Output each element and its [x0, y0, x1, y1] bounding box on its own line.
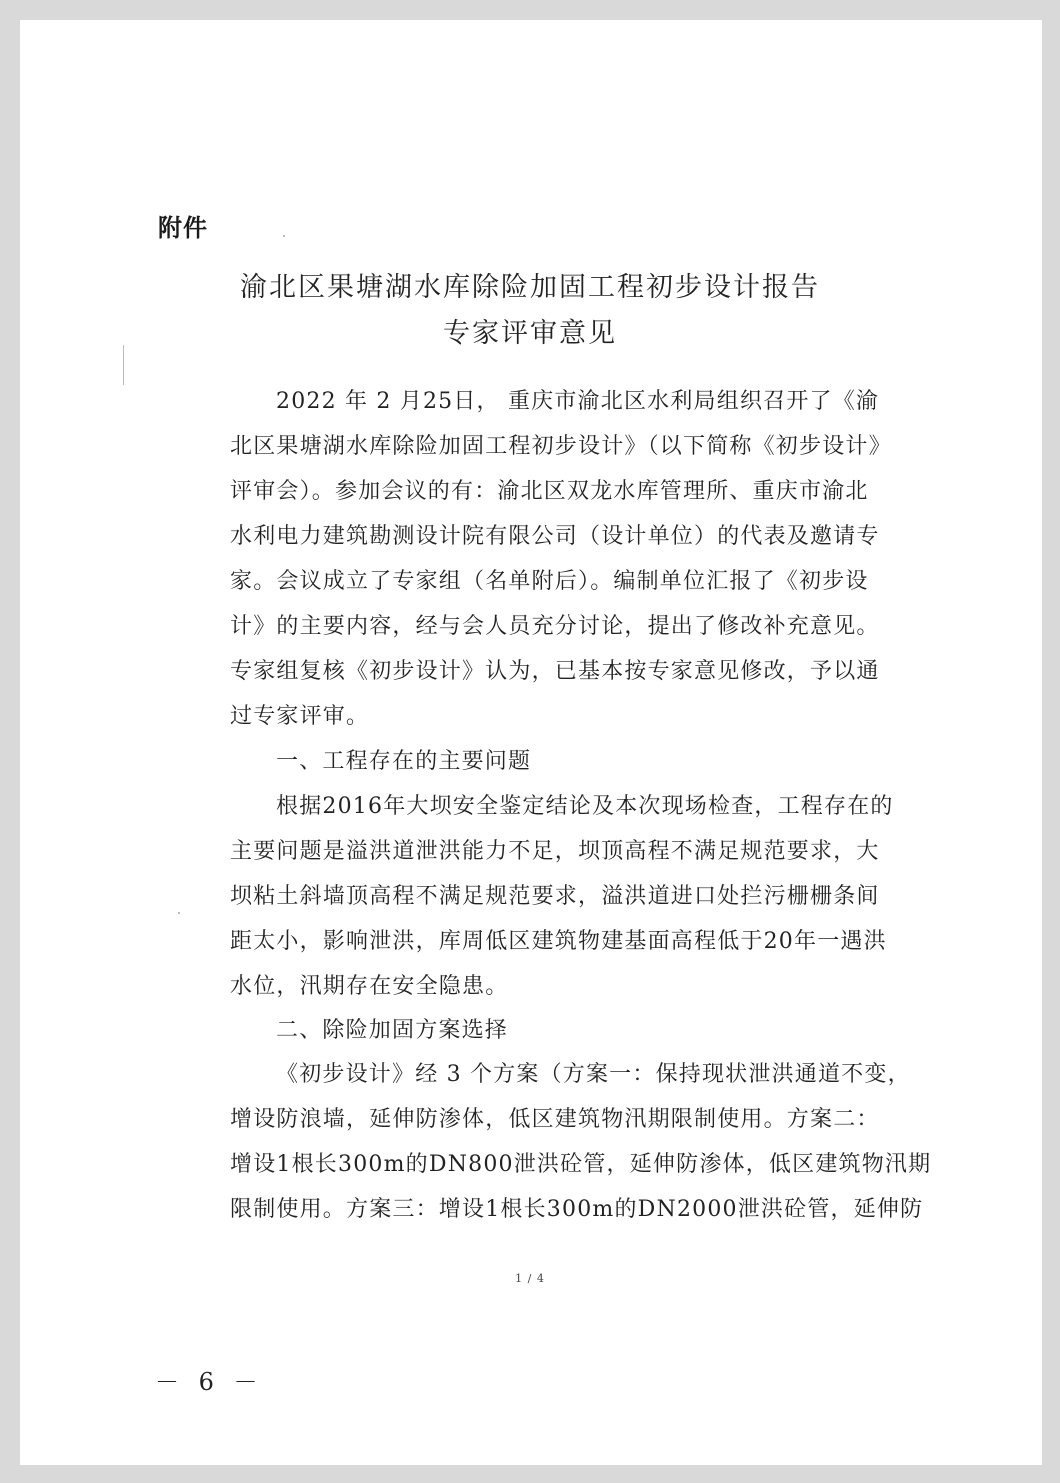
- intro-line: 北区果塘湖水库除险加固工程初步设计》（以下简称《初步设计》: [230, 434, 892, 459]
- intro-line: 计》的主要内容，经与会人员充分讨论，提出了修改补充意见。: [230, 614, 880, 639]
- section1-line: 主要问题是溢洪道泄洪能力不足，坝顶高程不满足规范要求，大: [230, 839, 880, 864]
- document-title: 渝北区果塘湖水库除险加固工程初步设计报告: [240, 272, 820, 303]
- section2-line: 限制使用。方案三：增设1根长300m的DN2000泄洪砼管，延伸防: [230, 1197, 924, 1222]
- scan-mark: [178, 912, 180, 914]
- intro-line: 家。会议成立了专家组（名单附后）。编制单位汇报了《初步设: [230, 569, 869, 594]
- intro-line: 过专家评审。: [230, 704, 370, 729]
- scan-page-indicator: 1 / 4: [515, 1272, 545, 1285]
- document-subtitle: 专家评审意见: [443, 318, 617, 349]
- scan-mark: [283, 235, 285, 237]
- intro-line: 评审会）。参加会议的有：渝北区双龙水库管理所、重庆市渝北: [230, 479, 869, 504]
- page-number: － 6 －: [155, 1368, 264, 1396]
- section2-line: 增设防浪墙，延伸防渗体，低区建筑物汛期限制使用。方案二：: [230, 1107, 880, 1132]
- section2-line: 《初步设计》经 3 个方案（方案一：保持现状泄洪通道不变，: [276, 1062, 911, 1087]
- section1-line: 水位，汛期存在安全隐患。: [230, 974, 509, 999]
- section1-line: 根据2016年大坝安全鉴定结论及本次现场检查，工程存在的: [276, 794, 894, 819]
- intro-line: 专家组复核《初步设计》认为，已基本按专家意见修改，予以通: [230, 659, 880, 684]
- section1-line: 坝粘土斜墙顶高程不满足规范要求，溢洪道进口处拦污栅栅条间: [230, 884, 880, 909]
- intro-line: 2022 年 2 月25日， 重庆市渝北区水利局组织召开了《渝: [276, 389, 880, 414]
- attachment-label: 附件: [158, 214, 208, 242]
- section-heading: 二、除险加固方案选择: [276, 1018, 509, 1043]
- intro-line: 水利电力建筑勘测设计院有限公司（设计单位）的代表及邀请专: [230, 524, 880, 549]
- scan-mark: [123, 345, 124, 385]
- section2-line: 增设1根长300m的DN800泄洪砼管，延伸防渗体，低区建筑物汛期: [230, 1152, 932, 1177]
- section1-line: 距太小，影响泄洪，库周低区建筑物建基面高程低于20年一遇洪: [230, 929, 887, 954]
- section-heading: 一、工程存在的主要问题: [276, 749, 532, 774]
